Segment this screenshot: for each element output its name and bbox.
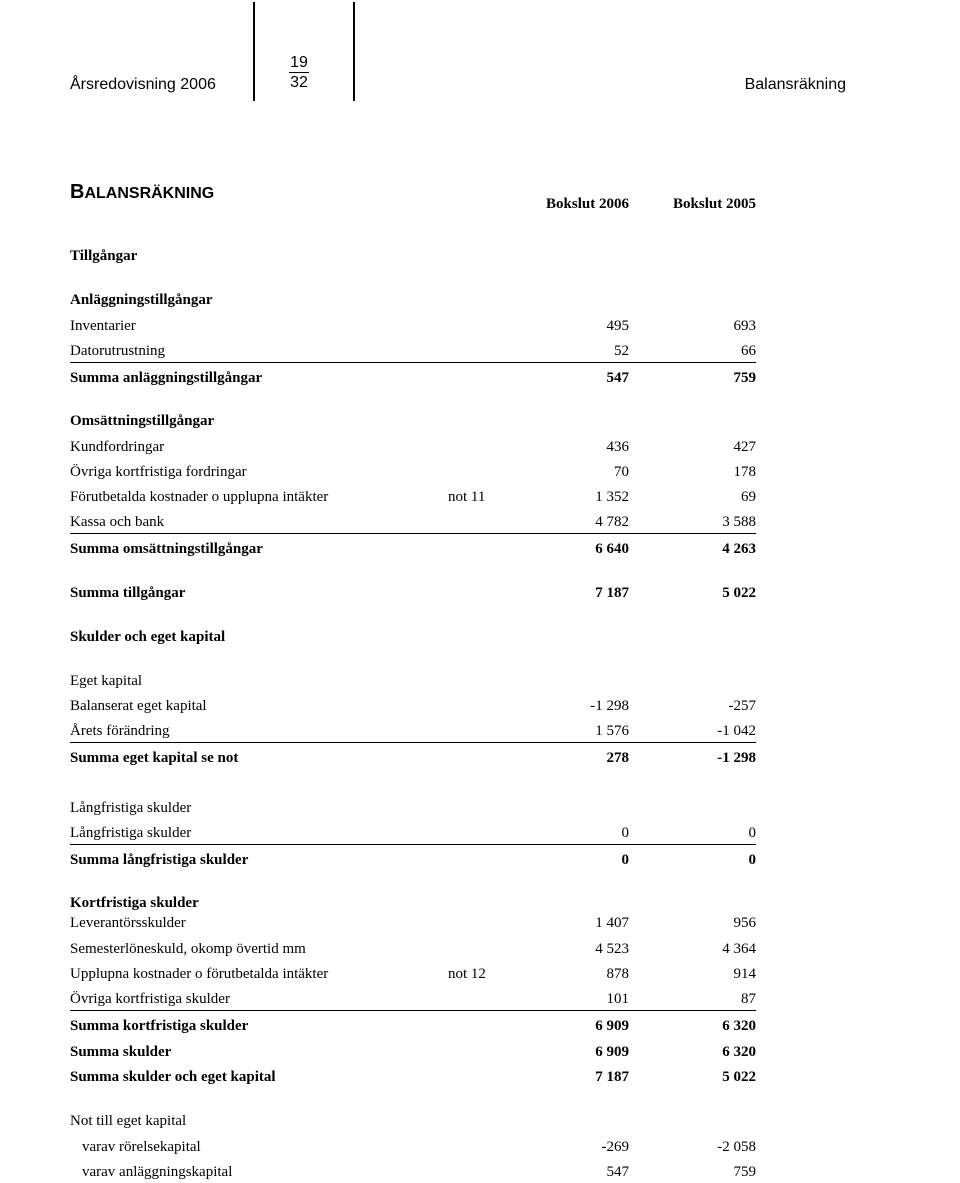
table-row: Övriga kortfristiga fordringar 70 178 <box>70 464 756 480</box>
table-row: varav anläggningskapital 547 759 <box>82 1164 756 1180</box>
table-row-total: Summa eget kapital se not 278 -1 298 <box>70 750 756 766</box>
table-row: Leverantörsskulder 1 407 956 <box>70 915 756 931</box>
table-row: Semesterlöneskuld, okomp övertid mm 4 523 4 364 <box>70 941 756 957</box>
column-header-2006: Bokslut 2006 <box>546 196 629 212</box>
header-divider-left <box>253 2 255 101</box>
section-heading-equity: Eget kapital <box>70 673 143 689</box>
table-row-total: Summa anläggningstillgångar 547 759 <box>70 370 756 386</box>
table-row: varav rörelsekapital -269 -2 058 <box>82 1139 756 1155</box>
note-reference: not 11 <box>448 489 486 505</box>
table-row-total: Summa kortfristiga skulder 6 909 6 320 <box>70 1018 756 1034</box>
section-heading-equity-note: Not till eget kapital <box>70 1113 187 1129</box>
page-number <box>289 54 309 93</box>
table-row-total: Summa skulder 6 909 6 320 <box>70 1044 756 1060</box>
column-header-2005: Bokslut 2005 <box>673 196 756 212</box>
header-divider-right <box>353 2 355 101</box>
table-row: Förutbetalda kostnader o upplupna intäkter not 11 1 352 69 <box>70 486 756 508</box>
table-row: Kundfordringar 436 427 <box>70 439 756 455</box>
table-row: Balanserat eget kapital -1 298 -257 <box>70 698 756 714</box>
header-report-title: Årsredovisning 2006 <box>70 76 216 93</box>
table-row-total: Summa tillgångar 7 187 5 022 <box>70 585 756 601</box>
table-row: Upplupna kostnader o förutbetalda intäkter not 12 878 914 <box>70 963 756 985</box>
section-heading-assets: Tillgångar <box>70 248 138 264</box>
section-heading-fixed-assets: Anläggningstillgångar <box>70 292 213 308</box>
section-heading-current-assets: Omsättningstillgångar <box>70 413 215 429</box>
note-reference: not 12 <box>448 966 486 982</box>
table-row-total: Summa omsättningstillgångar 6 640 4 263 <box>70 541 756 557</box>
table-row-total: Summa långfristiga skulder 0 0 <box>70 852 756 868</box>
page-number-bottom: 32 <box>290 74 308 91</box>
section-heading-shortterm: Kortfristiga skulder <box>70 895 199 911</box>
page-title: BALANSRÄKNING <box>70 181 215 203</box>
page-number-top: 19 <box>290 54 308 71</box>
table-row: Datorutrustning 52 66 <box>70 340 756 363</box>
table-row: Långfristiga skulder 0 0 <box>70 822 756 845</box>
table-row: Årets förändring 1 576 -1 042 <box>70 720 756 743</box>
section-heading-longterm: Långfristiga skulder <box>70 800 192 816</box>
section-heading-liabilities-equity: Skulder och eget kapital <box>70 629 226 645</box>
table-row: Inventarier 495 693 <box>70 318 756 334</box>
header-section-name: Balansräkning <box>744 76 846 93</box>
table-row: Övriga kortfristiga skulder 101 87 <box>70 988 756 1011</box>
table-row-total: Summa skulder och eget kapital 7 187 5 022 <box>70 1069 756 1085</box>
table-row: Kassa och bank 4 782 3 588 <box>70 511 756 534</box>
